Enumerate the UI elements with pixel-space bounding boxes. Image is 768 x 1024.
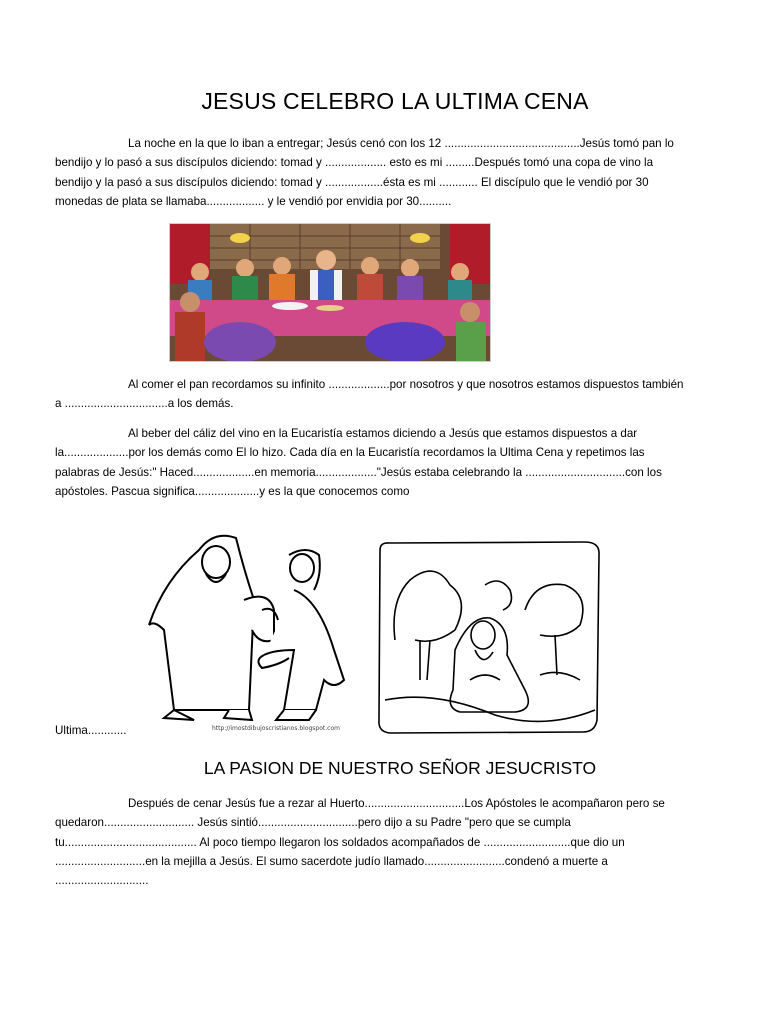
figures-drawing: [144, 530, 372, 730]
paragraph-text: La noche en la que lo iban a entregar; Jesús cenó con los 12 ..........................................Jesús tomó pan lo bendijo y lo pasó a sus discípulos diciendo: tomad y ................... esto es mi .........Después tomó una copa de vino la bendijo y la pasó a sus discípulos diciendo: tomad y ..................ésta es mi ............ El discípulo que le vendió por 30 monedas de plata se llamaba.................. y le vendió por envidia por 30..........: [55, 137, 674, 208]
coloring-figures-illustration: [144, 530, 372, 730]
paragraph-text: Al beber del cáliz del vino en la Eucaristía estamos diciendo a Jesús que estamos dispuestos a dar la....................por los demás como El lo hizo. Cada día en la Eucaristía recordamos la Ultima Cena y repetimos las palabras de Jesús:" Haced...................en memoria..................."Jesús estaba celebrando la ...............................con los apóstoles. Pascua significa....................y es la que conocemos como: [55, 427, 662, 498]
paragraph-last-supper: [55, 134, 685, 211]
garden-prayer-illustration: [375, 540, 602, 735]
last-supper-illustration: [169, 223, 491, 362]
last-supper-drawing: [170, 224, 490, 361]
paragraph-bread: [55, 375, 685, 414]
page-title: JESUS CELEBRO LA ULTIMA CENA: [201, 88, 589, 114]
paragraph-passion: [55, 794, 685, 890]
garden-drawing: [375, 540, 602, 735]
paragraph-text: Después de cenar Jesús fue a rezar al Huerto...............................Los Apóstoles le acompañaron pero se quedaron............................ Jesús sintió...............................pero dijo a su Padre "pero que se cumpla tu......................................... Al poco tiempo llegaron los soldados acompañados de ...........................que dio un ............................en la mejilla a Jesús. El sumo sacerdote judío llamado.........................condenó a muerte a .............................: [55, 797, 665, 888]
paragraph-text: Al comer el pan recordamos su infinito ...................por nosotros y que nosotros estamos dispuestos también a ................................a los demás.: [55, 378, 684, 411]
image-credit: http://imostdibujoscristianos.blogspot.com: [212, 725, 340, 732]
paragraph-chalice: [55, 424, 685, 501]
section-title: LA PASION DE NUESTRO SEÑOR JESUCRISTO: [203, 758, 597, 778]
ultima-fill-text: Ultima............: [55, 724, 127, 737]
